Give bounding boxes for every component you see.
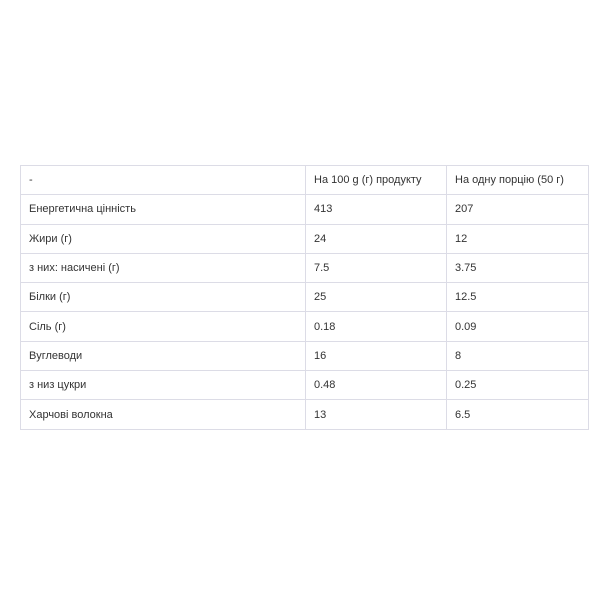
value-per-serving: 0.25 (447, 371, 589, 400)
nutrient-name: Жири (г) (21, 224, 306, 253)
nutrient-name: Вуглеводи (21, 341, 306, 370)
table-row (21, 283, 589, 312)
value-per-serving: 8 (447, 341, 589, 370)
table-row (21, 195, 589, 224)
value-per-serving: 12.5 (447, 283, 589, 312)
header-cell-label: - (21, 166, 306, 195)
table-row (21, 224, 589, 253)
nutrient-name: Енергетична цінність (21, 195, 306, 224)
value-per-100g: 7.5 (306, 253, 447, 282)
value-per-100g: 24 (306, 224, 447, 253)
header-cell-per-100g: На 100 g (г) продукту (306, 166, 447, 195)
value-per-serving: 6.5 (447, 400, 589, 429)
value-per-serving: 0.09 (447, 312, 589, 341)
table-header-row (21, 166, 589, 195)
nutrition-table (20, 165, 589, 430)
nutrient-name: Сіль (г) (21, 312, 306, 341)
table-row (21, 371, 589, 400)
table-row (21, 312, 589, 341)
table-row (21, 341, 589, 370)
value-per-100g: 16 (306, 341, 447, 370)
value-per-100g: 0.48 (306, 371, 447, 400)
value-per-serving: 207 (447, 195, 589, 224)
table-row (21, 400, 589, 429)
nutrient-name: з низ цукри (21, 371, 306, 400)
value-per-100g: 413 (306, 195, 447, 224)
value-per-100g: 13 (306, 400, 447, 429)
nutrient-name: Харчові волокна (21, 400, 306, 429)
nutrient-name: з них: насичені (г) (21, 253, 306, 282)
nutrient-name: Білки (г) (21, 283, 306, 312)
table-row (21, 253, 589, 282)
value-per-serving: 12 (447, 224, 589, 253)
value-per-100g: 25 (306, 283, 447, 312)
header-cell-per-serving: На одну порцію (50 г) (447, 166, 589, 195)
value-per-100g: 0.18 (306, 312, 447, 341)
value-per-serving: 3.75 (447, 253, 589, 282)
